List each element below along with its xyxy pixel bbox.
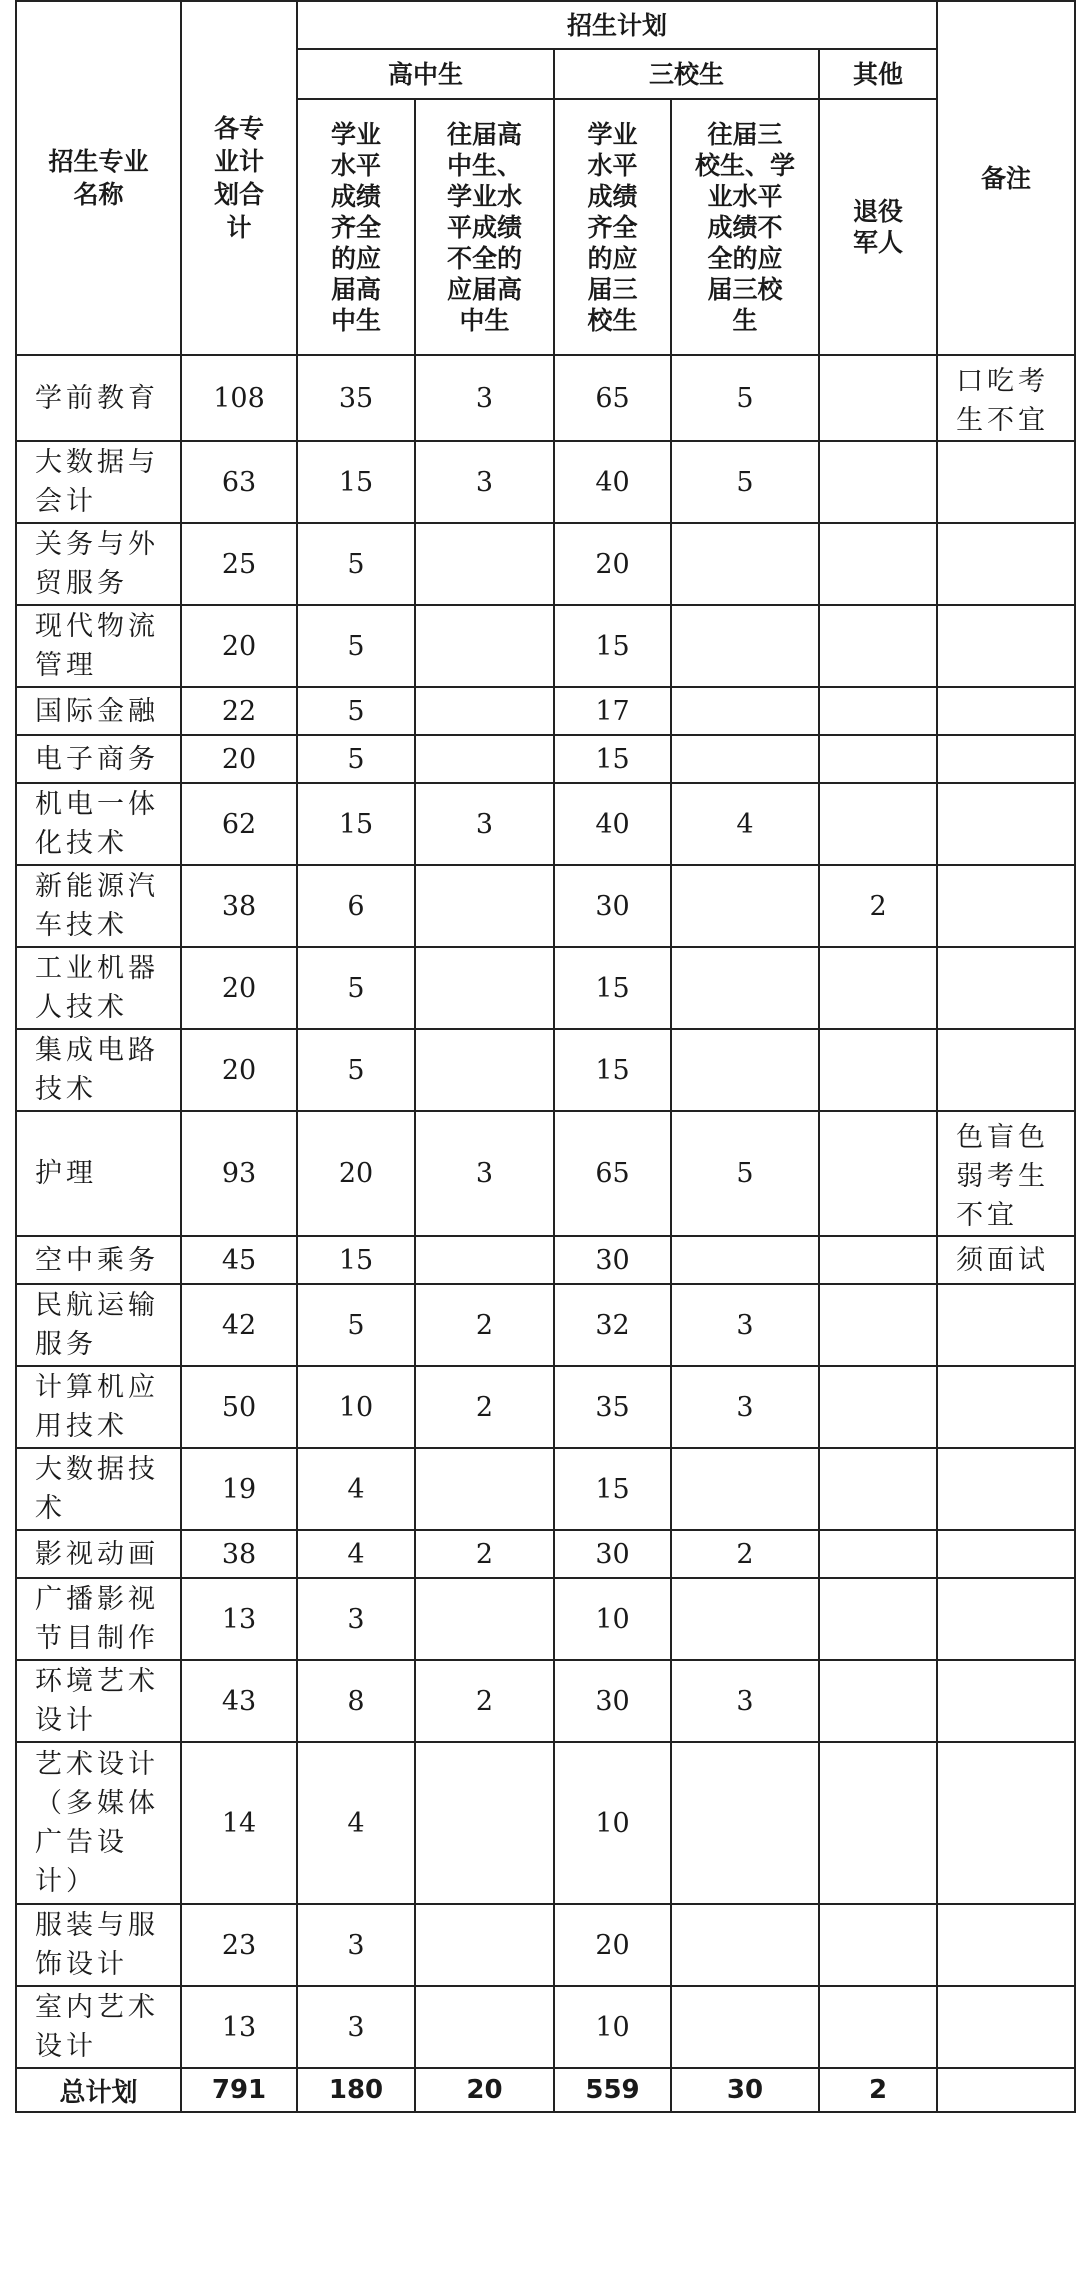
note-cell xyxy=(937,1742,1075,1904)
cell-e xyxy=(819,1986,937,2068)
cell-d xyxy=(671,1578,819,1660)
note-cell xyxy=(937,523,1075,605)
cell-total: 19 xyxy=(181,1448,297,1530)
note-cell xyxy=(937,865,1075,947)
cell-e xyxy=(819,687,937,735)
note-cell: 色盲色弱考生不宜 xyxy=(937,1111,1075,1236)
cell-e xyxy=(819,1366,937,1448)
cell-a: 4 xyxy=(297,1530,415,1578)
cell-c: 10 xyxy=(554,1742,671,1904)
cell-c: 20 xyxy=(554,523,671,605)
table-row xyxy=(16,1111,1075,1236)
note-cell: 口吃考生不宜 xyxy=(937,355,1075,441)
note-cell xyxy=(937,1660,1075,1742)
total-d: 30 xyxy=(671,2068,819,2112)
cell-c: 30 xyxy=(554,865,671,947)
cell-e xyxy=(819,1284,937,1366)
cell-c: 15 xyxy=(554,1448,671,1530)
cell-a: 5 xyxy=(297,523,415,605)
major-name: 大数据与会计 xyxy=(16,441,181,523)
header-group-three: 三校生 xyxy=(554,49,819,99)
header-plan-title: 招生计划 xyxy=(297,1,937,49)
cell-d xyxy=(671,735,819,783)
table-row xyxy=(16,1904,1075,1986)
header-sub-three-fresh: 学业 水平 成绩 齐全 的应 届三 校生 xyxy=(554,99,671,355)
major-name: 计算机应用技术 xyxy=(16,1366,181,1448)
note-cell xyxy=(937,605,1075,687)
cell-b xyxy=(415,1986,554,2068)
cell-d xyxy=(671,1904,819,1986)
cell-b xyxy=(415,1904,554,1986)
header-sub-high-fresh: 学业 水平 成绩 齐全 的应 届高 中生 xyxy=(297,99,415,355)
note-cell xyxy=(937,1578,1075,1660)
cell-e xyxy=(819,1660,937,1742)
note-cell xyxy=(937,783,1075,865)
header-note: 备注 xyxy=(937,1,1075,355)
cell-total: 38 xyxy=(181,865,297,947)
total-b: 20 xyxy=(415,2068,554,2112)
cell-c: 15 xyxy=(554,735,671,783)
cell-e xyxy=(819,605,937,687)
table-row xyxy=(16,947,1075,1029)
cell-d xyxy=(671,523,819,605)
table-row xyxy=(16,1029,1075,1111)
cell-d: 2 xyxy=(671,1530,819,1578)
total-e: 2 xyxy=(819,2068,937,2112)
cell-b: 3 xyxy=(415,355,554,441)
cell-e xyxy=(819,355,937,441)
cell-e xyxy=(819,1578,937,1660)
cell-c: 65 xyxy=(554,355,671,441)
cell-total: 13 xyxy=(181,1578,297,1660)
major-name: 艺术设计（多媒体广告设计） xyxy=(16,1742,181,1904)
cell-d xyxy=(671,865,819,947)
cell-e xyxy=(819,1742,937,1904)
cell-total: 20 xyxy=(181,605,297,687)
cell-c: 20 xyxy=(554,1904,671,1986)
cell-b xyxy=(415,735,554,783)
cell-a: 5 xyxy=(297,605,415,687)
table-row xyxy=(16,1742,1075,1904)
header-group-high: 高中生 xyxy=(297,49,554,99)
cell-b: 2 xyxy=(415,1366,554,1448)
table-row xyxy=(16,355,1075,441)
cell-a: 3 xyxy=(297,1904,415,1986)
note-cell xyxy=(937,1530,1075,1578)
cell-total: 50 xyxy=(181,1366,297,1448)
cell-d: 3 xyxy=(671,1366,819,1448)
cell-d xyxy=(671,605,819,687)
cell-e xyxy=(819,735,937,783)
cell-e xyxy=(819,1530,937,1578)
cell-total: 93 xyxy=(181,1111,297,1236)
cell-total: 13 xyxy=(181,1986,297,2068)
header-group-other: 其他 xyxy=(819,49,937,99)
cell-c: 30 xyxy=(554,1660,671,1742)
cell-c: 65 xyxy=(554,1111,671,1236)
cell-e xyxy=(819,441,937,523)
major-name: 现代物流管理 xyxy=(16,605,181,687)
cell-a: 15 xyxy=(297,783,415,865)
table-row xyxy=(16,441,1075,523)
header-sub-high-other: 往届高 中生、 学业水 平成绩 不全的 应届高 中生 xyxy=(415,99,554,355)
cell-c: 10 xyxy=(554,1986,671,2068)
cell-b xyxy=(415,605,554,687)
cell-d xyxy=(671,1448,819,1530)
table-row xyxy=(16,735,1075,783)
cell-e xyxy=(819,1448,937,1530)
cell-b xyxy=(415,1448,554,1530)
cell-d xyxy=(671,947,819,1029)
cell-c: 15 xyxy=(554,947,671,1029)
cell-d: 5 xyxy=(671,441,819,523)
cell-c: 35 xyxy=(554,1366,671,1448)
note-cell: 须面试 xyxy=(937,1236,1075,1284)
cell-total: 63 xyxy=(181,441,297,523)
cell-d xyxy=(671,1236,819,1284)
cell-a: 35 xyxy=(297,355,415,441)
cell-a: 5 xyxy=(297,1029,415,1111)
major-name: 关务与外贸服务 xyxy=(16,523,181,605)
cell-c: 40 xyxy=(554,441,671,523)
cell-b: 2 xyxy=(415,1660,554,1742)
cell-a: 10 xyxy=(297,1366,415,1448)
cell-total: 45 xyxy=(181,1236,297,1284)
cell-b: 3 xyxy=(415,441,554,523)
table-row xyxy=(16,1578,1075,1660)
cell-total: 42 xyxy=(181,1284,297,1366)
note-cell xyxy=(937,735,1075,783)
cell-e xyxy=(819,783,937,865)
major-name: 电子商务 xyxy=(16,735,181,783)
table-row xyxy=(16,865,1075,947)
cell-total: 38 xyxy=(181,1530,297,1578)
major-name: 环境艺术设计 xyxy=(16,1660,181,1742)
cell-a: 5 xyxy=(297,687,415,735)
cell-d xyxy=(671,1029,819,1111)
cell-e xyxy=(819,1236,937,1284)
total-note xyxy=(937,2068,1075,2112)
cell-b xyxy=(415,865,554,947)
cell-a: 5 xyxy=(297,947,415,1029)
cell-b xyxy=(415,523,554,605)
cell-a: 6 xyxy=(297,865,415,947)
major-name: 机电一体化技术 xyxy=(16,783,181,865)
cell-e xyxy=(819,523,937,605)
cell-e xyxy=(819,947,937,1029)
major-name: 服装与服饰设计 xyxy=(16,1904,181,1986)
enrollment-plan-table xyxy=(15,0,1076,2113)
major-name: 学前教育 xyxy=(16,355,181,441)
cell-a: 15 xyxy=(297,1236,415,1284)
cell-e: 2 xyxy=(819,865,937,947)
cell-total: 23 xyxy=(181,1904,297,1986)
note-cell xyxy=(937,687,1075,735)
cell-total: 20 xyxy=(181,947,297,1029)
cell-c: 40 xyxy=(554,783,671,865)
cell-b: 3 xyxy=(415,1111,554,1236)
cell-d: 4 xyxy=(671,783,819,865)
cell-a: 5 xyxy=(297,735,415,783)
cell-c: 10 xyxy=(554,1578,671,1660)
cell-e xyxy=(819,1904,937,1986)
note-cell xyxy=(937,1284,1075,1366)
header-sub-veteran: 退役 军人 xyxy=(819,99,937,355)
cell-c: 17 xyxy=(554,687,671,735)
cell-c: 32 xyxy=(554,1284,671,1366)
cell-d xyxy=(671,687,819,735)
major-name: 影视动画 xyxy=(16,1530,181,1578)
total-a: 180 xyxy=(297,2068,415,2112)
note-cell xyxy=(937,1904,1075,1986)
table-row xyxy=(16,1448,1075,1530)
cell-total: 25 xyxy=(181,523,297,605)
cell-total: 14 xyxy=(181,1742,297,1904)
note-cell xyxy=(937,441,1075,523)
cell-b xyxy=(415,1029,554,1111)
table-row xyxy=(16,1236,1075,1284)
total-label: 总计划 xyxy=(16,2068,181,2112)
cell-a: 4 xyxy=(297,1448,415,1530)
note-cell xyxy=(937,947,1075,1029)
table-row xyxy=(16,1284,1075,1366)
cell-total: 62 xyxy=(181,783,297,865)
major-name: 新能源汽车技术 xyxy=(16,865,181,947)
major-name: 广播影视节目制作 xyxy=(16,1578,181,1660)
cell-d xyxy=(671,1986,819,2068)
table-row xyxy=(16,1530,1075,1578)
table-row xyxy=(16,605,1075,687)
cell-c: 15 xyxy=(554,1029,671,1111)
cell-a: 8 xyxy=(297,1660,415,1742)
table-row xyxy=(16,1660,1075,1742)
header-sub-three-other: 往届三 校生、学 业水平 成绩不 全的应 届三校 生 xyxy=(671,99,819,355)
cell-e xyxy=(819,1111,937,1236)
cell-a: 5 xyxy=(297,1284,415,1366)
cell-b: 2 xyxy=(415,1530,554,1578)
cell-c: 15 xyxy=(554,605,671,687)
cell-total: 43 xyxy=(181,1660,297,1742)
table-row xyxy=(16,1986,1075,2068)
major-name: 集成电路技术 xyxy=(16,1029,181,1111)
cell-d: 3 xyxy=(671,1284,819,1366)
cell-b: 3 xyxy=(415,783,554,865)
cell-a: 4 xyxy=(297,1742,415,1904)
major-name: 护理 xyxy=(16,1111,181,1236)
cell-b: 2 xyxy=(415,1284,554,1366)
cell-b xyxy=(415,1742,554,1904)
cell-total: 20 xyxy=(181,1029,297,1111)
total-c: 559 xyxy=(554,2068,671,2112)
major-name: 国际金融 xyxy=(16,687,181,735)
major-name: 民航运输服务 xyxy=(16,1284,181,1366)
header-subtotal: 各专 业计 划合 计 xyxy=(181,1,297,355)
cell-d: 5 xyxy=(671,1111,819,1236)
header-major-name: 招生专业 名称 xyxy=(16,1,181,355)
cell-d: 3 xyxy=(671,1660,819,1742)
cell-b xyxy=(415,1236,554,1284)
cell-c: 30 xyxy=(554,1530,671,1578)
cell-a: 3 xyxy=(297,1986,415,2068)
cell-d xyxy=(671,1742,819,1904)
cell-a: 15 xyxy=(297,441,415,523)
table-row xyxy=(16,523,1075,605)
major-name: 大数据技术 xyxy=(16,1448,181,1530)
major-name: 工业机器人技术 xyxy=(16,947,181,1029)
note-cell xyxy=(937,1986,1075,2068)
cell-total: 20 xyxy=(181,735,297,783)
major-name: 室内艺术设计 xyxy=(16,1986,181,2068)
cell-c: 30 xyxy=(554,1236,671,1284)
cell-b xyxy=(415,1578,554,1660)
note-cell xyxy=(937,1366,1075,1448)
cell-a: 20 xyxy=(297,1111,415,1236)
table-row xyxy=(16,687,1075,735)
table-row xyxy=(16,1366,1075,1448)
cell-a: 3 xyxy=(297,1578,415,1660)
table-row xyxy=(16,783,1075,865)
cell-b xyxy=(415,947,554,1029)
total-total: 791 xyxy=(181,2068,297,2112)
cell-e xyxy=(819,1029,937,1111)
cell-d: 5 xyxy=(671,355,819,441)
cell-total: 108 xyxy=(181,355,297,441)
note-cell xyxy=(937,1029,1075,1111)
cell-b xyxy=(415,687,554,735)
note-cell xyxy=(937,1448,1075,1530)
major-name: 空中乘务 xyxy=(16,1236,181,1284)
cell-total: 22 xyxy=(181,687,297,735)
total-row xyxy=(16,2068,1075,2112)
